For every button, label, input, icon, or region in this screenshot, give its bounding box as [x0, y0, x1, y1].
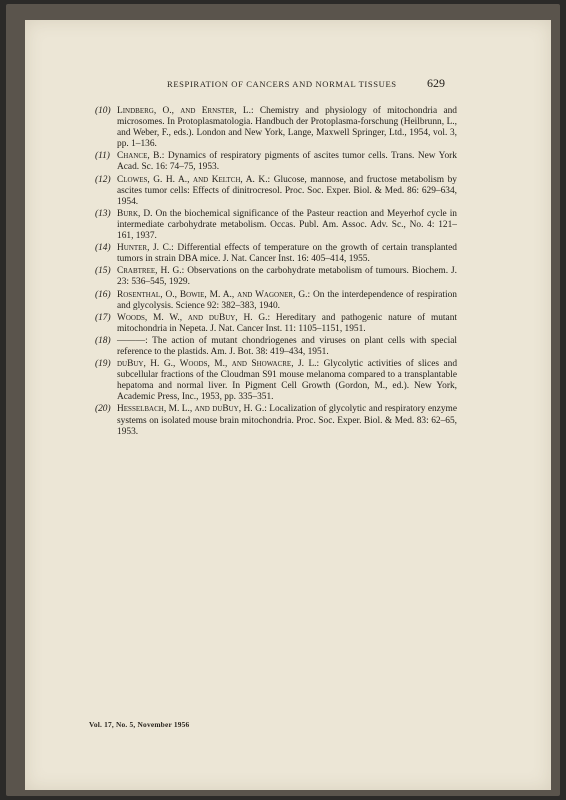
- reference-text: Dynamics of respiratory pigments of ascites tumor cells. Trans. New York Acad. Sc. 16: 74–75, 1953.: [117, 151, 457, 173]
- reference-item: [95, 313, 457, 335]
- reference-authors: ———:: [117, 335, 148, 346]
- reference-item: [95, 404, 457, 437]
- reference-number: (13): [95, 208, 111, 219]
- reference-number: (20): [95, 404, 111, 415]
- reference-text: Glucose, mannose, and fructose metabolism by ascites tumor cells: Effects of dinitrocresol. Proc. Soc. Exper. Biol. & Med. 86: 629–634, 1954.: [117, 174, 457, 207]
- reference-number: (10): [95, 106, 111, 116]
- reference-text: Hereditary and pathogenic nature of mutant mitochondria in Nepeta. J. Nat. Cancer Inst. 11: 1105–1151, 1951.: [117, 312, 457, 334]
- reference-item: [95, 266, 457, 288]
- reference-text: Localization of glycolytic and respiratory enzyme systems on isolated mouse brain mitochondria. Proc. Soc. Exper. Biol. & Med. 83: 62–65, 1953.: [117, 404, 457, 437]
- reference-text: Chemistry and physiology of mitochondria and microsomes. In Protoplasmatologia. Handbuch der Protoplasma-forschung (Heilbrunn, L., and Weber, F., eds.). London and New York, Lange, Maxwell Springer, Ltd., 1954, vol. 3, pp. 1–136.: [117, 106, 457, 150]
- reference-number: (15): [95, 266, 111, 277]
- reference-number: (12): [95, 174, 111, 185]
- reference-number: (19): [95, 359, 111, 370]
- reference-text: Differential effects of temperature on the growth of certain transplanted tumors in strain DBA mice. J. Nat. Cancer Inst. 16: 405–414, 1955.: [117, 243, 457, 265]
- reference-item: [95, 290, 457, 312]
- reference-text: Glycolytic activities of slices and subcellular fractions of the Cloudman S91 mouse melanoma compared to a transplantable hepatoma and normal liver. In Pigment Cell Growth (Gordon, M., ed.). New York, Academic Press, Inc., 1953, pp. 335–351.: [117, 359, 458, 403]
- journal-page: [25, 20, 551, 790]
- reference-number: (14): [95, 243, 111, 254]
- scan-mount: [6, 4, 560, 796]
- reference-authors: Crabtree, H. G.:: [117, 266, 185, 277]
- reference-item: [95, 175, 457, 208]
- reference-authors: Burk, D.: [117, 208, 153, 219]
- issue-footer: Vol. 17, No. 5, November 1956: [89, 720, 190, 729]
- reference-number: (11): [95, 151, 110, 162]
- page-header: [25, 76, 551, 96]
- reference-authors: Rosenthal, O., Bowie, M. A., and Wagoner, G.:: [117, 289, 311, 300]
- reference-authors: Clowes, G. H. A., and Keltch, A. K.:: [117, 174, 271, 185]
- reference-item: [95, 209, 457, 242]
- reference-item: [95, 106, 457, 150]
- page-number: 629: [427, 76, 445, 90]
- reference-authors: Woods, M. W., and duBuy, H. G.:: [117, 312, 271, 323]
- reference-text: The action of mutant chondriogenes and viruses on plant cells with special reference to the plastids. Am. J. Bot. 38: 419–434, 1951.: [117, 335, 457, 357]
- reference-authors: Hunter, J. C.:: [117, 243, 174, 254]
- reference-item: [95, 359, 457, 403]
- reference-item: [95, 336, 457, 358]
- reference-number: (17): [95, 312, 111, 323]
- reference-text: Observations on the carbohydrate metabolism of tumours. Biochem. J. 23: 536–545, 1929.: [117, 266, 457, 288]
- reference-item: [95, 151, 457, 173]
- running-head: RESPIRATION OF CANCERS AND NORMAL TISSUES: [167, 79, 397, 89]
- reference-item: [95, 243, 457, 265]
- reference-authors: Chance, B.:: [117, 151, 165, 162]
- reference-text: On the biochemical significance of the Pasteur reaction and Meyerhof cycle in intermediate carbohydrate metabolism. Occas. Publ. Am. Assoc. Adv. Sc., No. 4: 121–161, 1937.: [117, 208, 457, 242]
- reference-text: On the interdependence of respiration and glycolysis. Science 92: 382–383, 1940.: [117, 289, 457, 311]
- reference-list: [95, 106, 457, 439]
- reference-authors: Hesselbach, M. L., and duBuy, H. G.:: [117, 404, 267, 415]
- reference-number: (18): [95, 335, 111, 346]
- reference-authors: duBuy, H. G., Woods, M., and Showacre, J. L.:: [117, 359, 320, 370]
- reference-authors: Lindberg, O., and Ernster, L.:: [117, 106, 254, 116]
- reference-number: (16): [95, 289, 111, 300]
